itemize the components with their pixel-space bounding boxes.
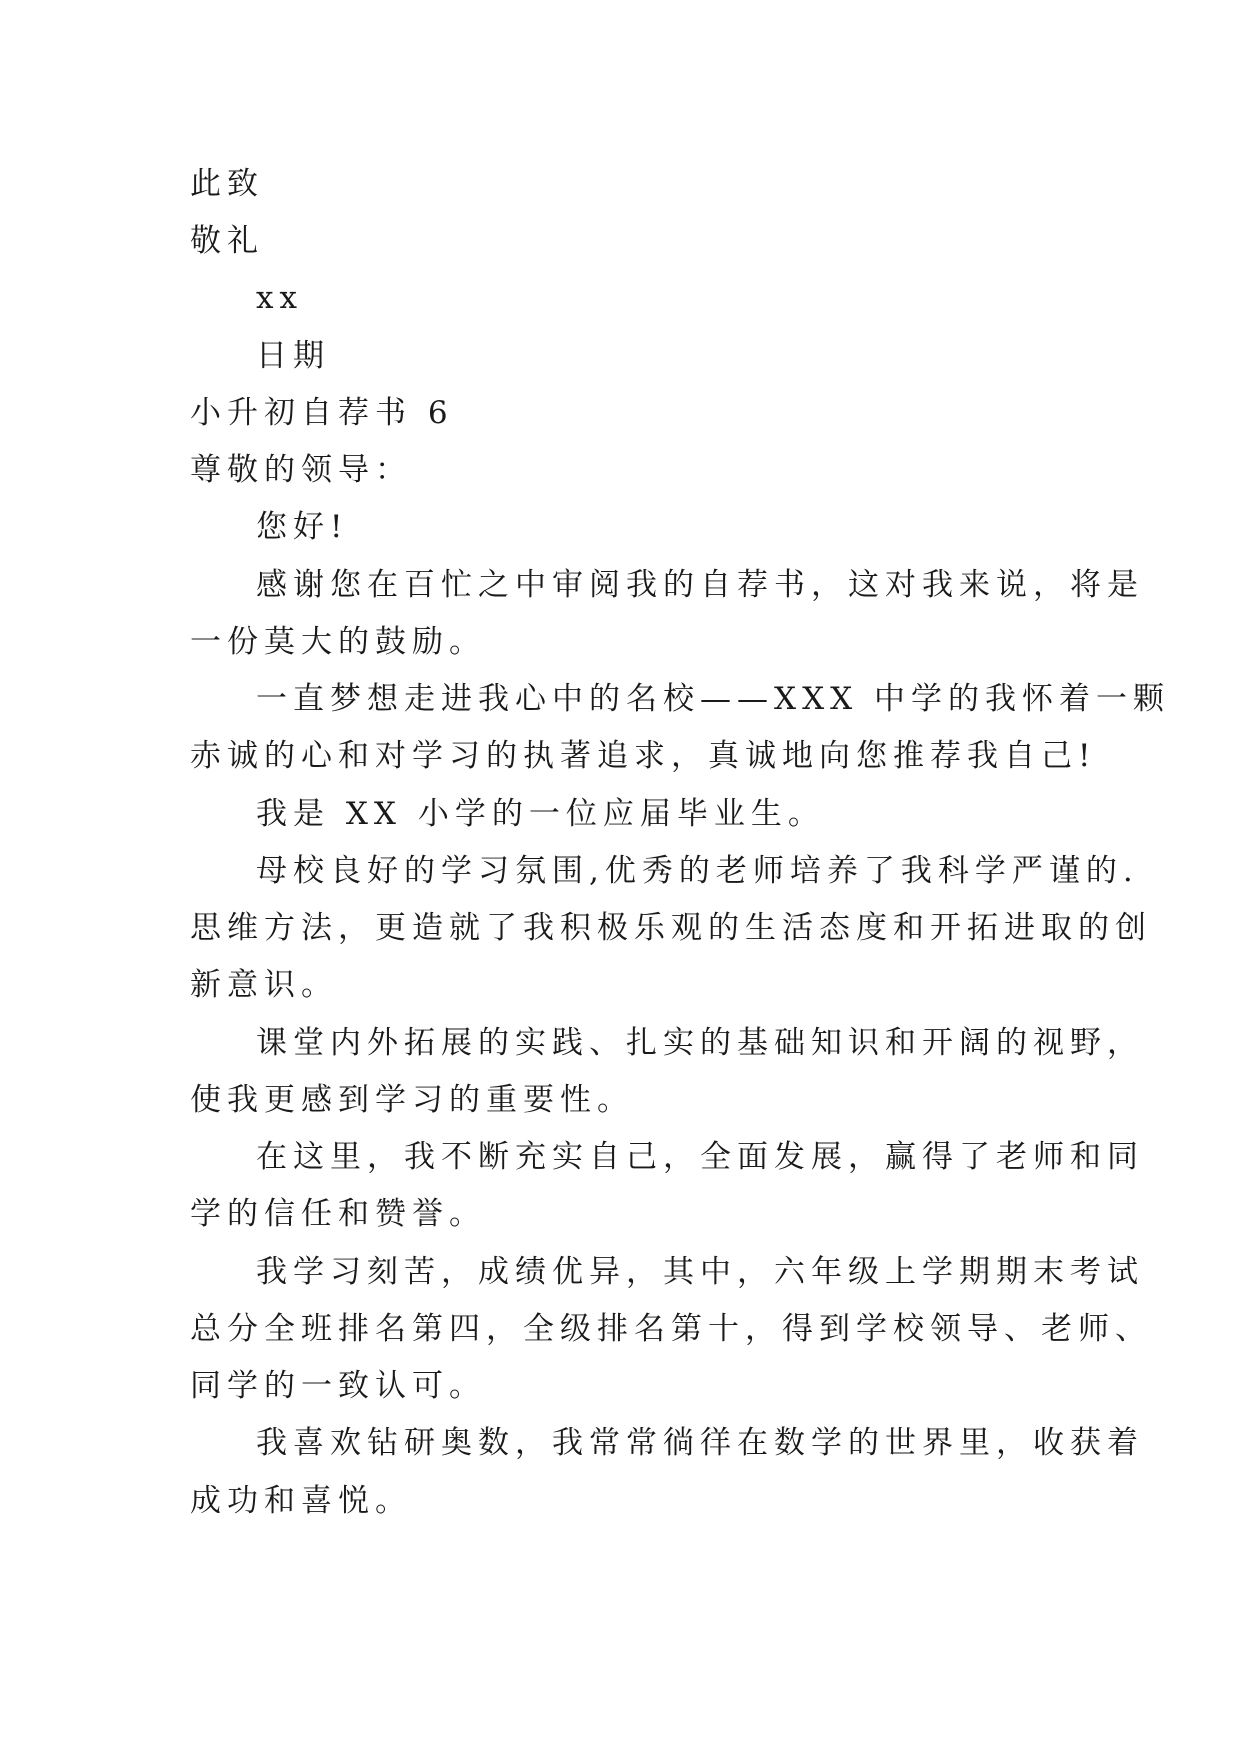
closing-line-1: 此致	[190, 166, 264, 202]
paragraph-line: 使我更感到学习的重要性。	[190, 1082, 634, 1118]
paragraph-line: 我学习刻苦，成绩优异，其中，六年级上学期期末考试	[256, 1254, 1144, 1290]
section-title: 小升初自荐书 6	[190, 395, 454, 431]
paragraph-line: 在这里，我不断充实自己，全面发展，赢得了老师和同	[256, 1139, 1144, 1175]
salutation: 尊敬的领导：	[190, 452, 412, 488]
closing-line-2: 敬礼	[190, 223, 264, 259]
paragraph-line: 成功和喜悦。	[190, 1483, 412, 1519]
paragraph-line: 一份莫大的鼓励。	[190, 624, 486, 660]
paragraph-line: 一直梦想走进我心中的名校——XXX 中学的我怀着一颗	[256, 681, 1171, 717]
paragraph-line: 思维方法，更造就了我积极乐观的生活态度和开拓进取的创	[190, 910, 1152, 946]
paragraph-line: 总分全班排名第四，全级排名第十，得到学校领导、老师、	[190, 1311, 1152, 1347]
paragraph-line: 学的信任和赞誉。	[190, 1196, 486, 1232]
paragraph-line: 赤诚的心和对学习的执著追求，真诚地向您推荐我自己!	[190, 738, 1097, 774]
paragraph-line: 母校良好的学习氛围,优秀的老师培养了我科学严谨的.	[256, 853, 1139, 889]
paragraph-line: 课堂内外拓展的实践、扎实的基础知识和开阔的视野，	[256, 1025, 1144, 1061]
paragraph-line: 同学的一致认可。	[190, 1368, 486, 1404]
paragraph-line: 我是 XX 小学的一位应届毕业生。	[256, 796, 825, 832]
paragraph-line: 感谢您在百忙之中审阅我的自荐书，这对我来说，将是	[256, 567, 1144, 603]
paragraph-line: 新意识。	[190, 967, 338, 1003]
greeting: 您好!	[256, 509, 349, 545]
paragraph-line: 我喜欢钻研奥数，我常常徜徉在数学的世界里，收获着	[256, 1425, 1144, 1461]
date: 日期	[256, 338, 330, 374]
signature: xx	[256, 280, 303, 316]
